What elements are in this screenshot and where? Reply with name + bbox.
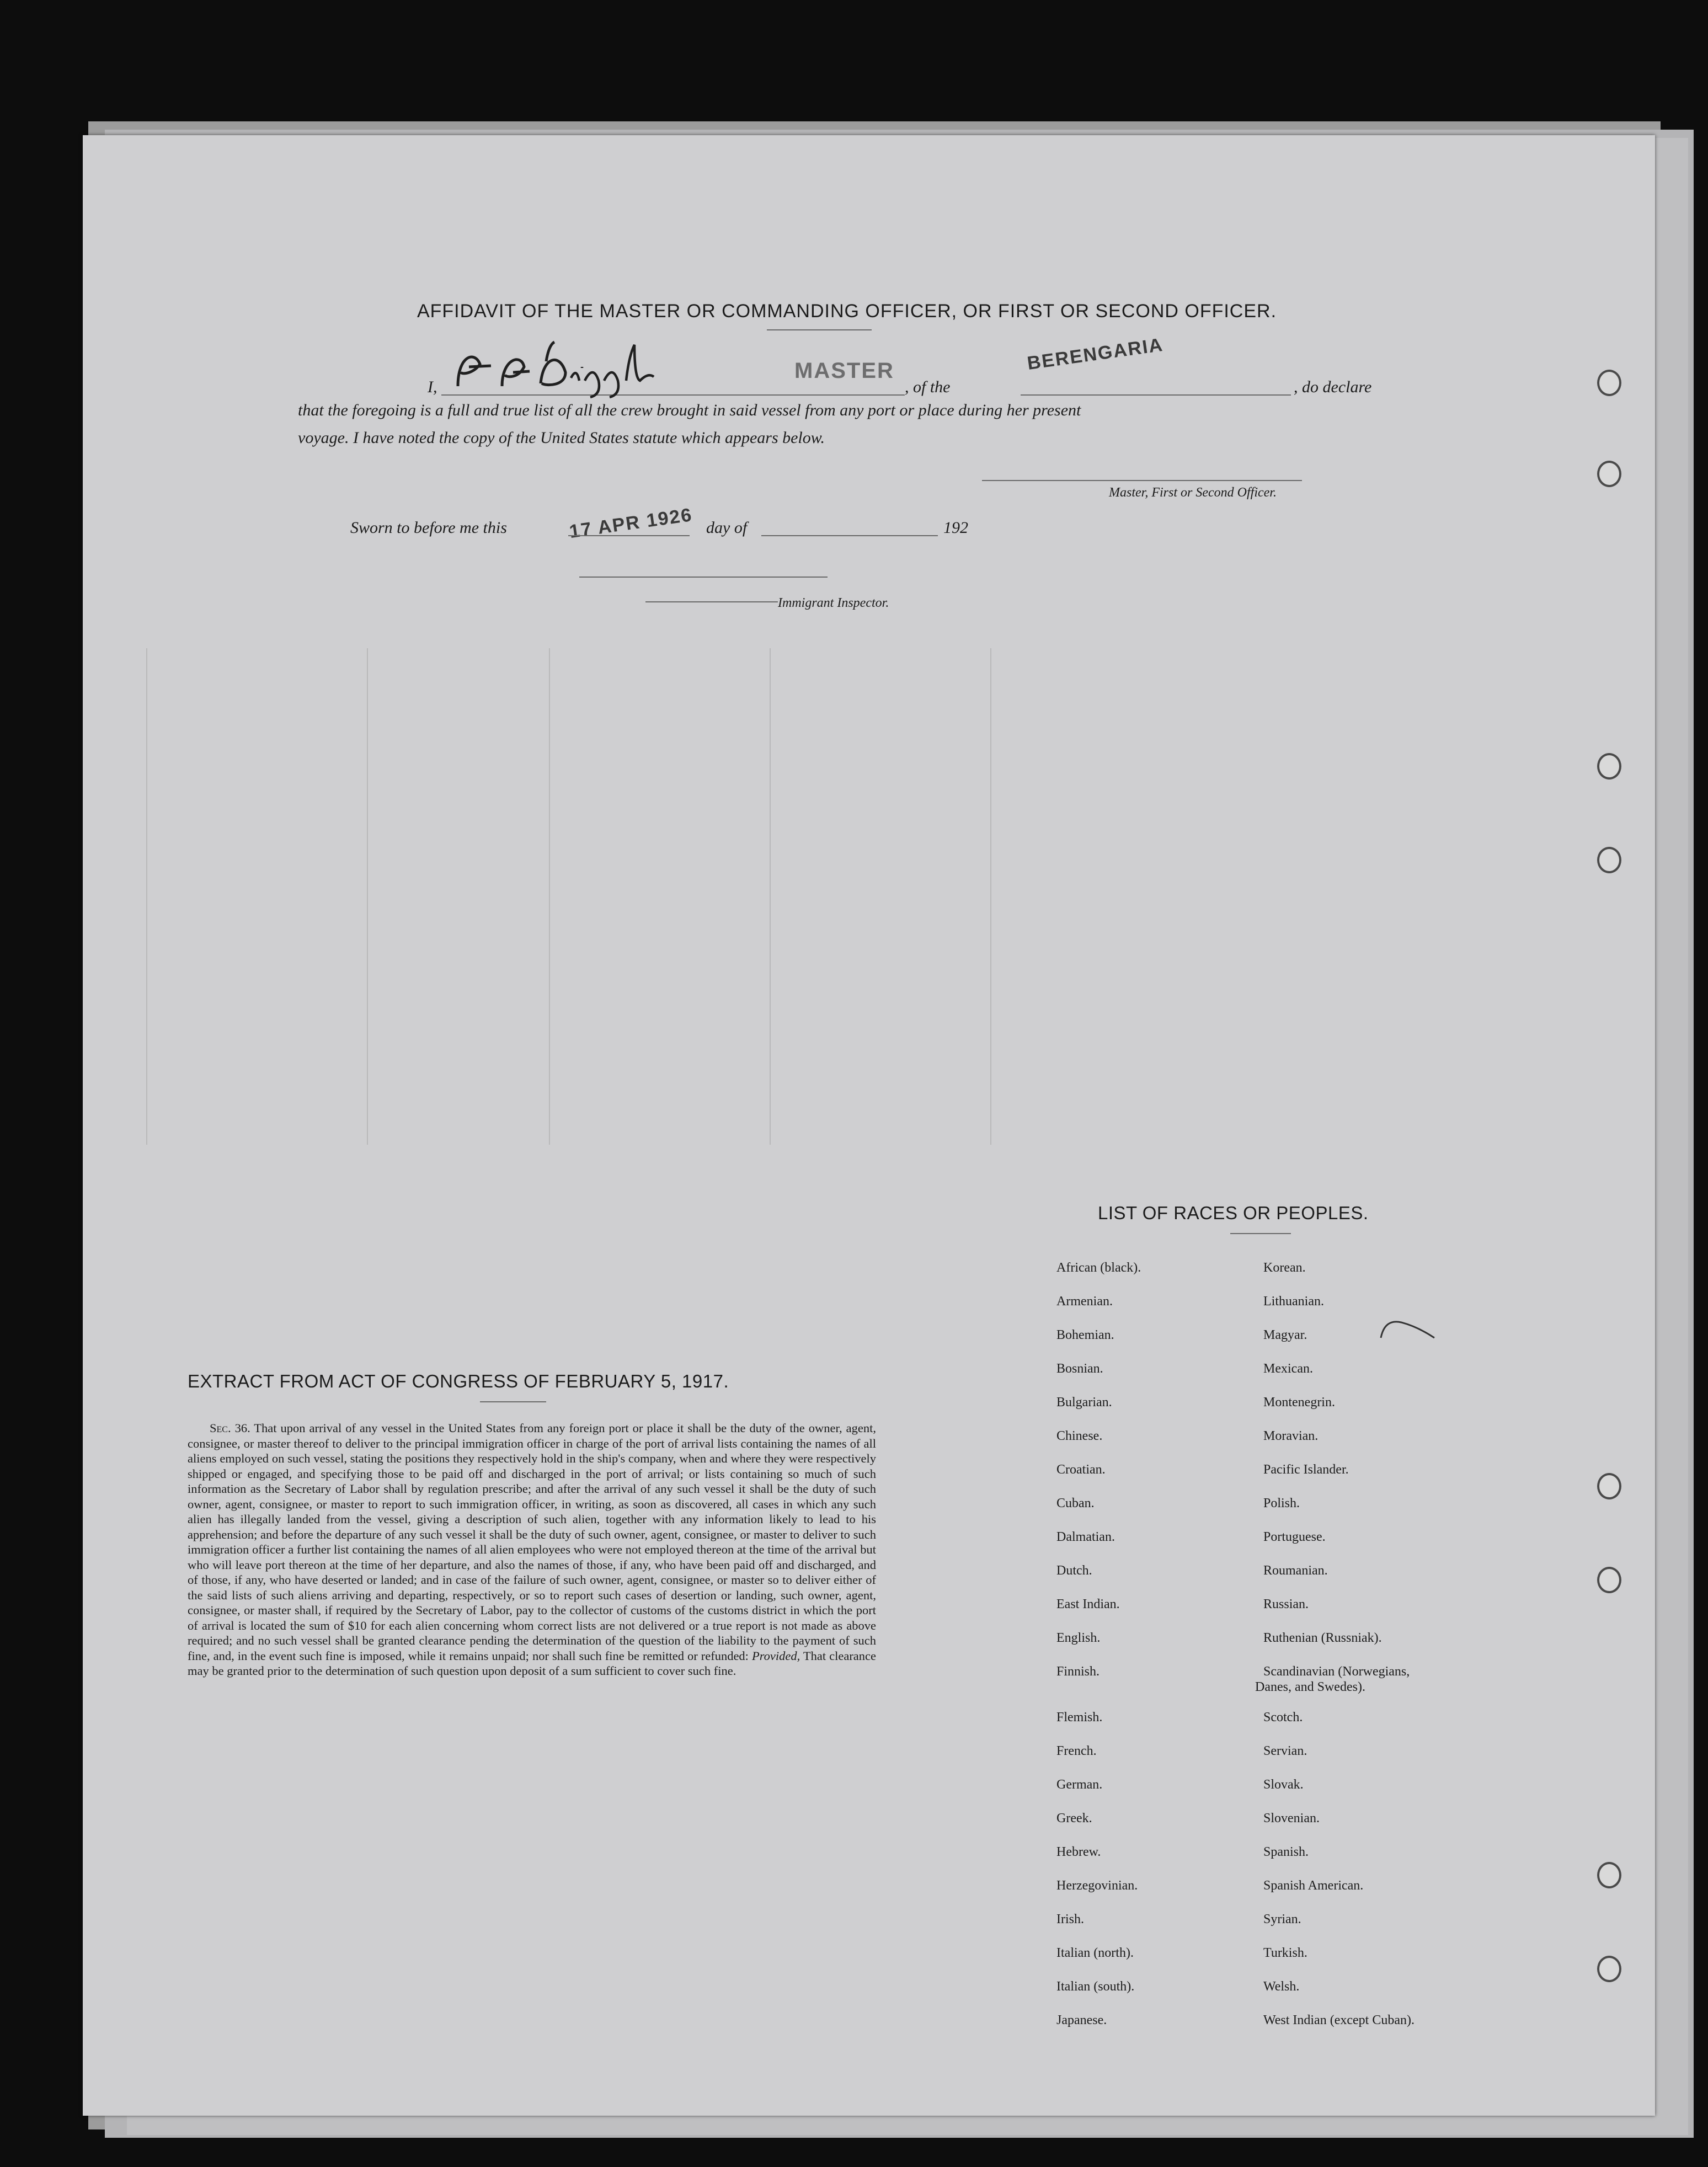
race-item: Bosnian. bbox=[1056, 1362, 1103, 1376]
race-item: Mexican. bbox=[1263, 1362, 1313, 1376]
ship-stamp: BERENGARIA bbox=[1026, 334, 1165, 375]
race-item: Chinese. bbox=[1056, 1429, 1103, 1443]
affidavit-line-3: voyage. I have noted the copy of the United States statute which appears below. bbox=[298, 429, 825, 447]
title-rule bbox=[767, 329, 872, 330]
race-item: Polish. bbox=[1263, 1496, 1300, 1511]
extract-title: EXTRACT FROM ACT OF CONGRESS OF FEBRUARY 5, 1917. bbox=[188, 1371, 729, 1391]
race-item: Dutch. bbox=[1056, 1563, 1092, 1578]
punch-hole bbox=[1597, 847, 1621, 873]
officer-label: Master, First or Second Officer. bbox=[1109, 485, 1277, 500]
race-item: Finnish. bbox=[1056, 1664, 1100, 1679]
race-item: Ruthenian (Russniak). bbox=[1263, 1631, 1382, 1645]
ship-line bbox=[1021, 394, 1291, 396]
race-item: West Indian (except Cuban). bbox=[1263, 2013, 1415, 2027]
punch-hole bbox=[1597, 1862, 1621, 1888]
race-item: Syrian. bbox=[1263, 1912, 1301, 1926]
punch-hole bbox=[1597, 1473, 1621, 1499]
race-item: Italian (south). bbox=[1056, 1979, 1135, 1994]
race-item: English. bbox=[1056, 1631, 1101, 1645]
race-item: Armenian. bbox=[1056, 1294, 1113, 1309]
race-item: East Indian. bbox=[1056, 1597, 1120, 1611]
race-item: Greek. bbox=[1056, 1811, 1092, 1826]
ruled-column bbox=[146, 648, 147, 1145]
day-line bbox=[761, 535, 938, 536]
race-item: Dalmatian. bbox=[1056, 1530, 1115, 1544]
race-item: French. bbox=[1056, 1744, 1097, 1758]
punch-hole bbox=[1597, 370, 1621, 396]
race-item: Turkish. bbox=[1263, 1946, 1307, 1960]
punch-hole bbox=[1597, 1567, 1621, 1593]
race-item: Korean. bbox=[1263, 1261, 1306, 1275]
race-item: Scotch. bbox=[1263, 1710, 1303, 1725]
race-item: Scandinavian (Norwegians, bbox=[1263, 1664, 1410, 1679]
races-title: LIST OF RACES OR PEOPLES. bbox=[1098, 1203, 1369, 1223]
affidavit-title: AFFIDAVIT OF THE MASTER OR COMMANDING OFFICER, OR FIRST OR SECOND OFFICER. bbox=[417, 301, 1277, 322]
race-item: Irish. bbox=[1056, 1912, 1084, 1926]
affidavit-i: I, bbox=[428, 378, 437, 396]
sworn-line bbox=[568, 535, 690, 536]
affidavit-line-2: that the foregoing is a full and true list of all the crew brought in said vessel from any port or place during her present bbox=[298, 401, 1081, 419]
ruled-column bbox=[990, 648, 991, 1145]
punch-hole bbox=[1597, 753, 1621, 780]
race-item: Cuban. bbox=[1056, 1496, 1095, 1511]
extract-body: That upon arrival of any vessel in the United States from any foreign port or place it shall be the duty of the owner, agent, consignee, or master thereof to deliver to the principal immigration officer in charge of the port of arrival lists containing the names of all aliens employed on such vessel, stating the positions they respectively hold in the ship's company, when and where they were respectively shipped or engaged, and specifying those to be paid off and discharged in the port of arrival; or lists containing so much of such information as the Secretary of Labor shall by regulation prescribe; and after the arrival of any such vessel it shall be the duty of such owner, agent, consignee, or master to report to such immigration officer, in writing, as soon as discovered, all cases in which any such alien has illegally landed from the vessel, giving a description of such alien, together with any information likely to lead to his apprehension; and before the departure of any such vessel it shall be the duty of such owner, agent, consignee, or master to deliver to such immigration officer a further list containing the names of all alien employees who were not employed thereon at the time of the arrival but who will leave port thereon at the time of her departure, and also the names of those, if any, who have been paid off and discharged, and of those, if any, who have deserted or landed; and in case of the failure of such owner, agent, consignee, or master so to deliver either of the said lists of such aliens arriving and departing, respectively, or so to report such cases of desertion or landing, such owner, agent, consignee, or master shall, if required by the Secretary of Labor, pay to the collector of customs of the customs district in which the port of arrival is located the sum of $10 for each alien concerning whom correct lists are not delivered or a true report is not made as above required; and no such vessel shall be granted clearance pending the determination of the question of the liability to the payment of such fine, and, in the event such fine is imposed, while it remains unpaid; nor shall such fine be remitted or refunded: bbox=[188, 1421, 877, 1663]
year-label: 192 bbox=[943, 519, 968, 537]
race-item: Japanese. bbox=[1056, 2013, 1107, 2027]
race-item: Slovak. bbox=[1263, 1778, 1304, 1792]
pencil-mark bbox=[1376, 1316, 1443, 1349]
race-item: Pacific Islander. bbox=[1263, 1463, 1349, 1477]
race-item-continuation: Danes, and Swedes). bbox=[1255, 1680, 1365, 1694]
race-item: Lithuanian. bbox=[1263, 1294, 1324, 1309]
race-item: Spanish American. bbox=[1263, 1878, 1364, 1893]
race-item: Spanish. bbox=[1263, 1845, 1309, 1859]
ruled-column bbox=[367, 648, 368, 1145]
race-item: Italian (north). bbox=[1056, 1946, 1134, 1960]
of-the-label: , of the bbox=[905, 378, 951, 396]
extract-tail: That clearance may be granted prior to the determination of such question upon deposit of a sum sufficient to cover such fine. bbox=[188, 1648, 877, 1678]
race-item: Welsh. bbox=[1263, 1979, 1300, 1994]
punch-hole bbox=[1597, 1956, 1621, 1982]
declare-label: , do declare bbox=[1294, 378, 1372, 396]
officer-signature-line bbox=[982, 480, 1302, 481]
ruled-column bbox=[549, 648, 550, 1145]
race-item: Bulgarian. bbox=[1056, 1395, 1112, 1410]
races-rule bbox=[1230, 1233, 1291, 1234]
race-item: Magyar. bbox=[1263, 1328, 1307, 1342]
race-item: Hebrew. bbox=[1056, 1845, 1101, 1859]
race-item: Bohemian. bbox=[1056, 1328, 1114, 1342]
race-item: Moravian. bbox=[1263, 1429, 1319, 1443]
race-item: Croatian. bbox=[1056, 1463, 1106, 1477]
date-stamp: 17 APR 1926 bbox=[568, 504, 694, 543]
punch-hole bbox=[1597, 461, 1621, 487]
inspector-line-upper bbox=[579, 577, 828, 578]
day-of-label: day of bbox=[706, 519, 748, 537]
race-item: Portuguese. bbox=[1263, 1530, 1326, 1544]
race-item: Herzegovinian. bbox=[1056, 1878, 1138, 1893]
race-item: Roumanian. bbox=[1263, 1563, 1328, 1578]
race-item: Servian. bbox=[1263, 1744, 1307, 1758]
ruled-column bbox=[770, 648, 771, 1145]
extract-text bbox=[188, 1421, 876, 1679]
race-item: Russian. bbox=[1263, 1597, 1309, 1611]
rank-stamp: MASTER bbox=[794, 359, 894, 383]
race-item: Montenegrin. bbox=[1263, 1395, 1335, 1410]
document-page bbox=[83, 135, 1655, 2116]
race-item: Slovenian. bbox=[1263, 1811, 1320, 1826]
extract-rule bbox=[480, 1401, 546, 1402]
race-item: German. bbox=[1056, 1778, 1103, 1792]
race-item: Flemish. bbox=[1056, 1710, 1103, 1725]
section-label: Sec. 36. bbox=[210, 1421, 250, 1435]
sworn-label: Sworn to before me this bbox=[350, 519, 507, 537]
inspector-label: Immigrant Inspector. bbox=[778, 596, 889, 610]
inspector-line bbox=[645, 601, 778, 602]
master-signature bbox=[441, 334, 662, 400]
provided-label: Provided, bbox=[751, 1648, 800, 1663]
race-item: African (black). bbox=[1056, 1261, 1141, 1275]
